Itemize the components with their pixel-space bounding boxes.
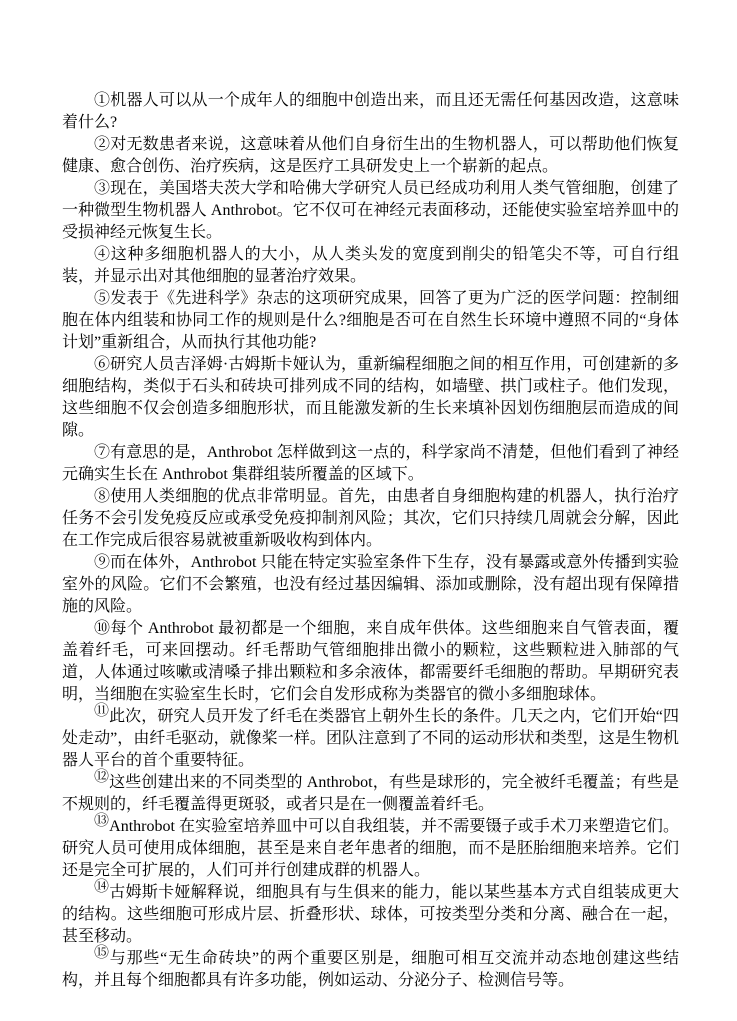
paragraph bbox=[62, 354, 679, 442]
paragraph bbox=[62, 703, 679, 772]
paragraph-text: 而在体外，Anthrobot 只能在特定实验室条件下生存，没有暴露或意外传播到实验室外的风险。它们不会繁殖，也没有经过基因编辑、添加或删除，没有超出现有保障措施的风险。 bbox=[62, 554, 679, 615]
paragraph-text: 研究人员吉泽姆·古姆斯卡娅认为，重新编程细胞之间的相互作用，可创建新的多细胞结构，类似于石头和砖块可排列成不同的结构，如墙壁、拱门或柱子。他们发现，这些细胞不仅会创造多细胞形状，而且能激发新的生长来填补因划伤细胞层而造成的间隙。 bbox=[62, 356, 679, 439]
paragraph bbox=[62, 486, 679, 552]
paragraph-marker: ⑥ bbox=[94, 356, 111, 373]
paragraph bbox=[62, 134, 679, 178]
paragraph-marker: ⑮ bbox=[94, 945, 110, 961]
paragraph-text: 与那些“无生命砖块”的两个重要区别是，细胞可相互交流并动态地创建这些结构，并且每个细胞都具有许多功能，例如运动、分泌分子、检测信号等。 bbox=[62, 950, 679, 989]
paragraph-text: 机器人可以从一个成年人的细胞中创造出来，而且还无需任何基因改造，这意味着什么? bbox=[62, 92, 679, 131]
paragraph-text: 对无数患者来说，这意味着从他们自身衍生出的生物机器人，可以帮助他们恢复健康、愈合创伤、治疗疾病，这是医疗工具研发史上一个崭新的起点。 bbox=[62, 136, 679, 175]
paragraph-marker: ② bbox=[94, 136, 111, 153]
paragraph-text: Anthrobot 在实验室培养皿中可以自我组装，并不需要镊子或手术刀来塑造它们。研究人员可使用成体细胞，甚至是来自老年患者的细胞，而不是胚胎细胞来培养。它们还是完全可扩展的，人们可并行创建成群的机器人。 bbox=[62, 818, 679, 879]
paragraph-text: 此次，研究人员开发了纤毛在类器官上朝外生长的条件。几天之内，它们开始“四处走动”，由纤毛驱动，就像桨一样。团队注意到了不同的运动形状和类型，这是生物机器人平台的首个重要特征。 bbox=[62, 708, 679, 769]
paragraph-marker: ⑫ bbox=[94, 769, 110, 785]
paragraph bbox=[62, 442, 679, 486]
paragraph-marker: ⑨ bbox=[94, 554, 111, 571]
paragraph-text: 每个 Anthrobot 最初都是一个细胞，来自成年供体。这些细胞来自气管表面，覆盖着纤毛，可来回摆动。纤毛帮助气管细胞排出微小的颗粒，这些颗粒进入肺部的气道，人体通过咳嗽或清嗓子排出颗粒和多余液体，都需要纤毛细胞的帮助。早期研究表明，当细胞在实验室生长时，它们会自发形成称为类器官的微小多细胞球体。 bbox=[62, 620, 679, 703]
paragraph-marker: ⑭ bbox=[94, 879, 110, 895]
paragraph-marker: ① bbox=[94, 92, 111, 109]
paragraph bbox=[62, 769, 679, 816]
paragraph bbox=[62, 288, 679, 354]
paragraph bbox=[62, 813, 679, 882]
paragraph-marker: ⑦ bbox=[94, 444, 111, 461]
paragraph-marker: ⑪ bbox=[94, 703, 110, 719]
paragraph-text: 有意思的是，Anthrobot 怎样做到这一点的，科学家尚不清楚，但他们看到了神经元确实生长在 Anthrobot 集群组装所覆盖的区域下。 bbox=[62, 444, 679, 483]
paragraph-marker: ⑩ bbox=[94, 620, 111, 637]
paragraph bbox=[62, 552, 679, 618]
paragraph-text: 这些创建出来的不同类型的 Anthrobot，有些是球形的，完全被纤毛覆盖；有些是不规则的，纤毛覆盖得更斑驳，或者只是在一侧覆盖着纤毛。 bbox=[62, 774, 679, 813]
paragraph-text: 古姆斯卡娅解释说，细胞具有与生俱来的能力，能以某些基本方式自组装成更大的结构。这些细胞可形成片层、折叠形状、球体，可按类型分类和分离、融合在一起，甚至移动。 bbox=[62, 884, 679, 945]
paragraph-marker: ⑤ bbox=[94, 290, 111, 307]
paragraph-text: 现在，美国塔夫茨大学和哈佛大学研究人员已经成功利用人类气管细胞，创建了一种微型生物机器人 Anthrobot。它不仅可在神经元表面移动，还能使实验室培养皿中的受损神经元恢复生长。 bbox=[62, 180, 679, 241]
paragraph-marker: ④ bbox=[94, 246, 111, 263]
paragraph bbox=[62, 618, 679, 706]
paragraph bbox=[62, 879, 679, 948]
paragraph-text: 使用人类细胞的优点非常明显。首先，由患者自身细胞构建的机器人，执行治疗任务不会引发免疫反应或承受免疫抑制剂风险；其次，它们只持续几周就会分解，因此在工作完成后很容易就被重新吸收构到体内。 bbox=[62, 488, 679, 549]
paragraph bbox=[62, 178, 679, 244]
paragraph-marker: ③ bbox=[94, 180, 111, 197]
paragraph bbox=[62, 244, 679, 288]
paragraph-marker: ⑬ bbox=[94, 813, 110, 829]
paragraph-text: 这种多细胞机器人的大小，从人类头发的宽度到削尖的铅笔尖不等，可自行组装，并显示出对其他细胞的显著治疗效果。 bbox=[62, 246, 679, 285]
paragraph-text: 发表于《先进科学》杂志的这项研究成果，回答了更为广泛的医学问题：控制细胞在体内组装和协同工作的规则是什么?细胞是否可在自然生长环境中遵照不同的“身体计划”重新组合，从而执行其他功能? bbox=[62, 290, 679, 351]
paragraph bbox=[62, 90, 679, 134]
paragraph bbox=[62, 945, 679, 992]
paragraph-marker: ⑧ bbox=[94, 488, 111, 505]
